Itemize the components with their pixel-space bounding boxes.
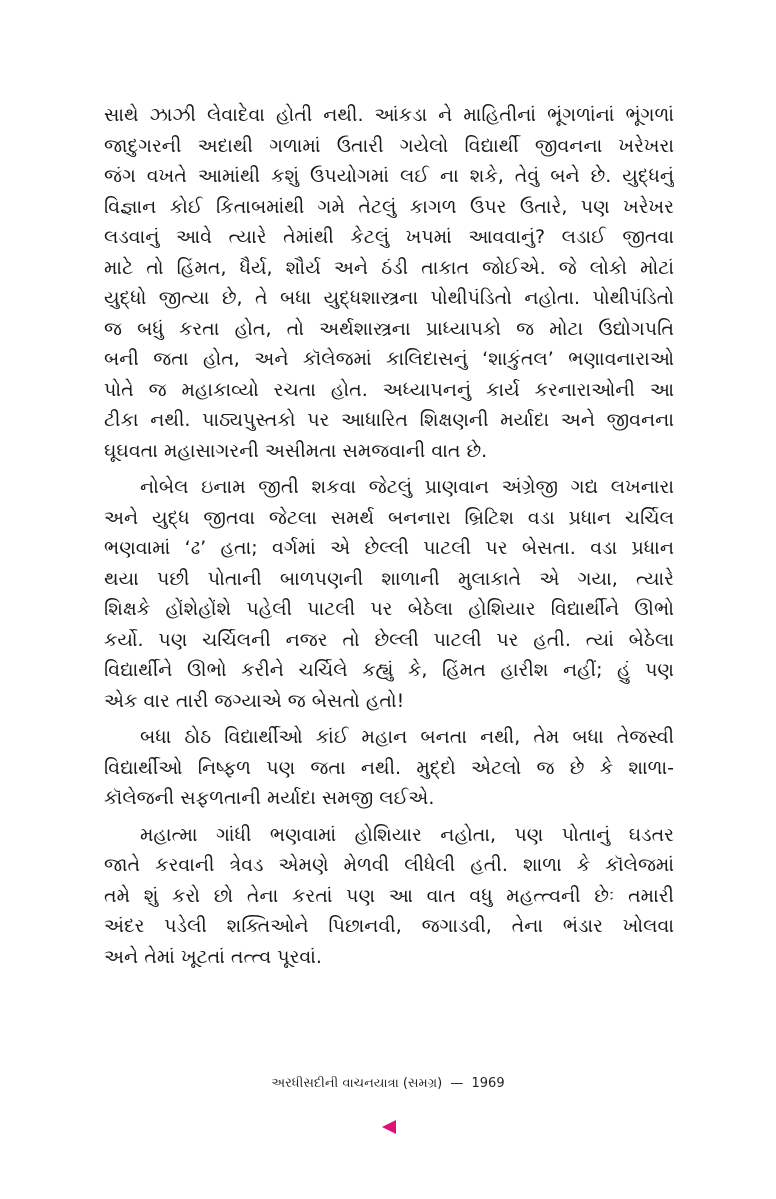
text-line: જાદુગરની અદાથી ગળામાં ઉતારી ગયેલો વિદ્યાર્થી જીવનના ખરેખરા <box>104 134 674 157</box>
text-line: બધા ઠોઠ વિદ્યાર્થીઓ કાંઈ મહાન બનતા નથી, તેમ બધા તેજસ્વી <box>140 726 674 748</box>
paragraph-2 <box>104 472 674 716</box>
text-line: યુદ્ધો જીત્યા છે, તે બધા યુદ્ધશાસ્ત્રના પોથીપંડિતો નહોતા. પોથીપંડિતો <box>104 287 674 309</box>
page-footer <box>0 1076 776 1091</box>
paragraph-3 <box>104 722 674 814</box>
body-text <box>104 100 674 972</box>
text-line: એક વાર તારી જગ્યાએ જ બેસતો હતો! <box>104 689 405 712</box>
text-line: ટીકા નથી. પાઠ્યપુસ્તકો પર આધારિત શિક્ષણની મર્યાદા અને જીવનના <box>104 409 674 431</box>
text-line: નોબેલ ઇનામ જીતી શકવા જેટલું પ્રાણવાન અંગ્રેજી ગદ્ય લખનારા <box>140 476 674 498</box>
text-line: અને યુદ્ધ જીતવા જેટલા સમર્થ બનનારા બ્રિટિશ વડા પ્રધાન ચર્ચિલ <box>104 506 674 529</box>
text-line: અને તેમાં ખૂટતાં તત્ત્વ પૂરવાં. <box>104 945 322 968</box>
text-line: માટે તો હિંમત, ધૈર્ય, શૌર્ય અને ઠંડી તાકાત જોઈએ. જે લોકો મોટાં <box>104 256 674 279</box>
text-line: વિદ્યાર્થીઓ નિષ્ફળ પણ જતા નથી. મુદ્દો એટલો જ છે કે શાળા- <box>104 756 674 779</box>
paragraph-1 <box>104 100 674 466</box>
text-line: બની જતા હોત, અને કૉલેજમાં કાલિદાસનું ‘શાકુંતલ’ ભણાવનારાઓ <box>104 348 674 370</box>
text-line: થયા પછી પોતાની બાળપણની શાળાની મુલાકાતે એ ગયા, ત્યારે <box>104 567 674 590</box>
text-line: સાથે ઝાઝી લેવાદેવા હોતી નથી. આંકડા ને માહિતીનાં ભૂંગળાંનાં ભૂંગળાં <box>104 104 674 126</box>
text-line: જ બધું કરતા હોત, તો અર્થશાસ્ત્રના પ્રાધ્યાપકો જ મોટા ઉદ્યોગપતિ <box>104 317 674 340</box>
text-line: પોતે જ મહાકાવ્યો રચતા હોત. અધ્યાપનનું કાર્ય કરનારાઓની આ <box>104 378 674 401</box>
text-line: ઘૂઘવતા મહાસાગરની અસીમતા સમજવાની વાત છે. <box>104 439 488 462</box>
text-line: મહાત્મા ગાંધી ભણવામાં હોશિયાર નહોતા, પણ પોતાનું ઘડતર <box>140 823 674 846</box>
text-line: જાતે કરવાની ત્રેવડ એમણે મેળવી લીધેલી હતી. શાળા કે કૉલેજમાં <box>104 854 674 876</box>
triangle-left-icon[interactable] <box>382 1120 396 1134</box>
footer-dash: — <box>450 1076 464 1091</box>
text-line: શિક્ષકે હોંશેહોંશે પહેલી પાટલી પર બેઠેલા હોશિયાર વિદ્યાર્થીને ઊભો <box>104 598 674 620</box>
text-line: જંગ વખતે આમાંથી કશું ઉપયોગમાં લઈ ના શકે, તેવું બને છે. યુદ્ધનું <box>104 165 674 187</box>
text-line: તમે શું કરો છો તેના કરતાં પણ આ વાત વધુ મહત્ત્વની છેઃ તમારી <box>104 884 674 907</box>
text-line: કૉલેજની સફળતાની મર્યાદા સમજી લઈએ. <box>104 787 435 809</box>
text-line: વિદ્યાર્થીને ઊભો કરીને ચર્ચિલે કહ્યું કે, હિંમત હારીશ નહીં; હું પણ <box>104 659 674 681</box>
text-line: લડવાનું આવે ત્યારે તેમાંથી કેટલું ખપમાં આવવાનું? લડાઈ જીતવા <box>104 226 674 248</box>
book-title: અરધીસદીની વાચનયાત્રા (સમગ્ર) <box>271 1076 443 1091</box>
text-line: વિજ્ઞાન કોઈ કિતાબમાંથી ગમે તેટલું કાગળ ઉપર ઉતારે, પણ ખરેખર <box>104 195 674 218</box>
text-line: ભણવામાં ‘ઢ’ હતા; વર્ગમાં એ છેલ્લી પાટલી પર બેસતા. વડા પ્રધાન <box>104 537 674 559</box>
text-line: અંદર પડેલી શક્તિઓને પિછાનવી, જગાડવી, તેના ભંડાર ખોલવા <box>104 915 674 937</box>
text-line: કર્યો. પણ ચર્ચિલની નજર તો છેલ્લી પાટલી પર હતી. ત્યાં બેઠેલા <box>104 628 674 651</box>
page-number: 1969 <box>471 1076 505 1091</box>
paragraph-4 <box>104 820 674 973</box>
